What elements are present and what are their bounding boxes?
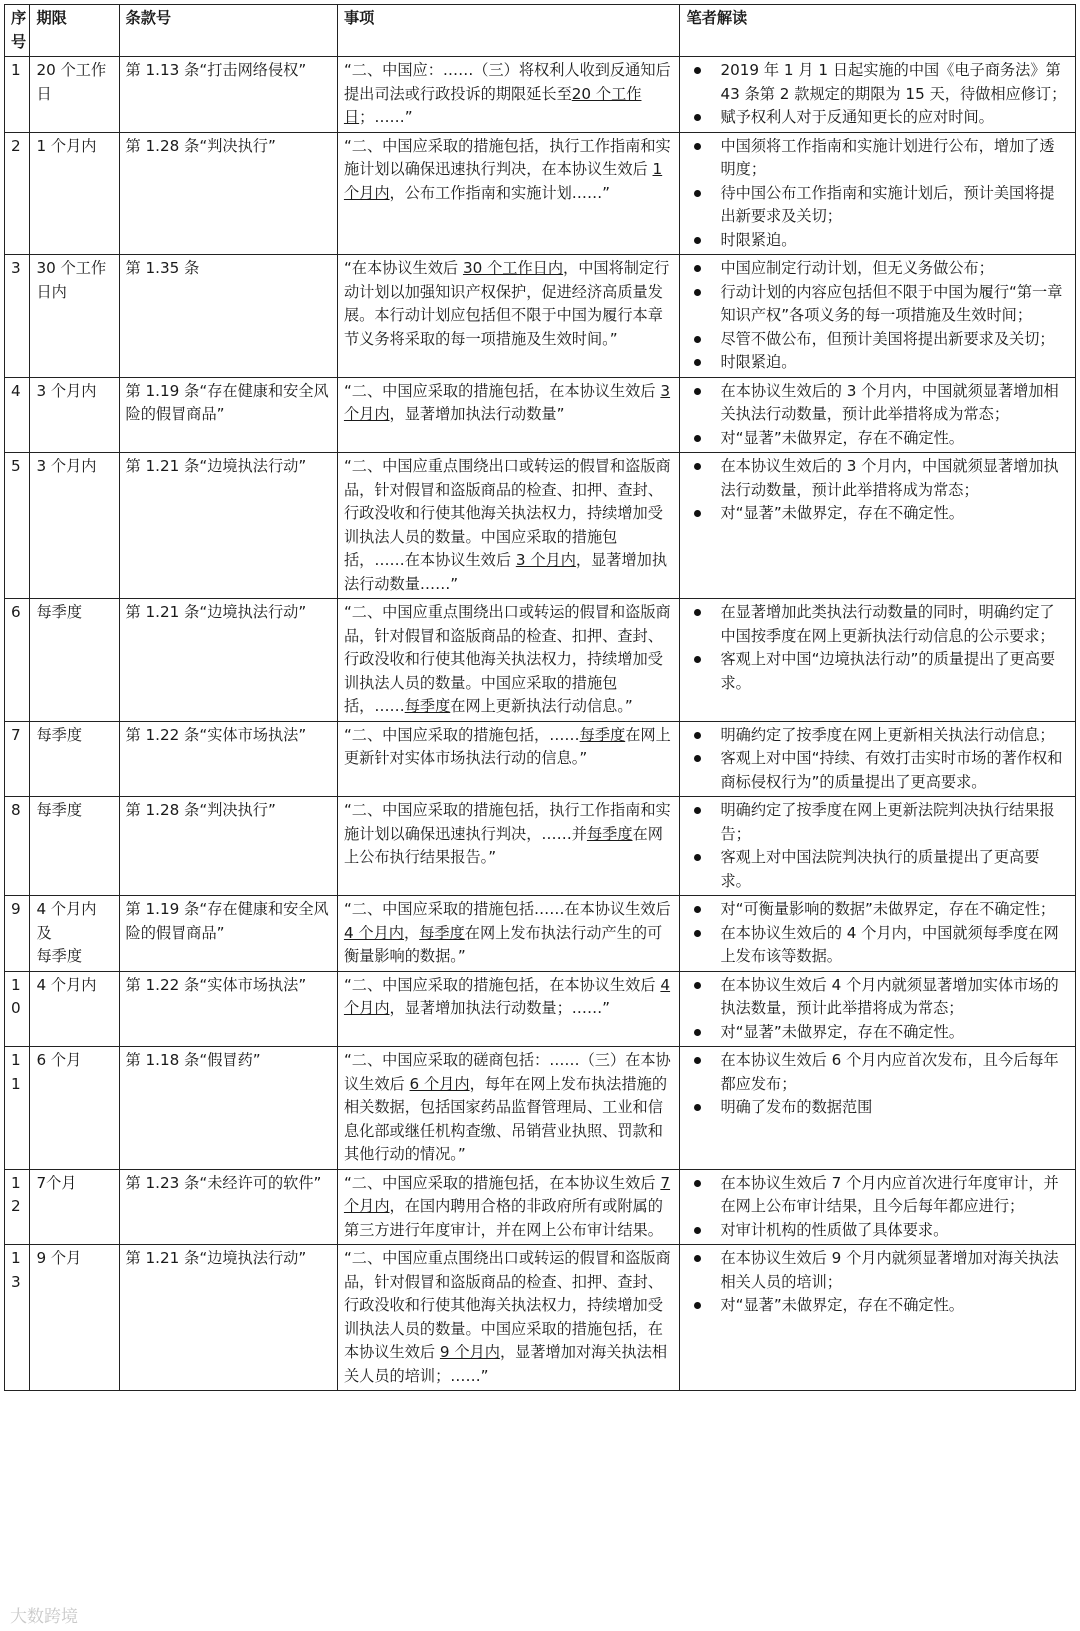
note-item: 明确约定了按季度在网上更新法院判决执行结果报告； [686, 799, 1069, 846]
matter-text: “二、中国应重点围绕出口或转运的假冒和盗版商品，针对假冒和盗版商品的检查、扣押、查封、行政没收和行使其他海关执法权力，持续增加受训执法人员的数量。中国应采取的措施包括，在本协议生效后 [343, 1249, 671, 1361]
header-row [5, 5, 1076, 57]
term-cell: 4 个月内 [30, 971, 119, 1047]
matter-text: 在网上公布执行结果报告。” [343, 824, 663, 866]
row-number: 13 [5, 1245, 30, 1391]
note-item: 对“显著”未做界定，存在不确定性。 [686, 1021, 1069, 1045]
matter-text: “二、中国应采取的措施包括，执行工作指南和实施计划以确保迅速执行判决，……并 [343, 801, 671, 843]
matter-text: “二、中国应采取的磋商包括：……（三）在本协议生效后 [343, 1051, 671, 1093]
matter-cell [337, 599, 680, 722]
notes-cell [680, 453, 1076, 599]
table-row [5, 57, 1076, 133]
header-no: 序号 [5, 5, 30, 57]
table-row [5, 255, 1076, 378]
matter-cell [337, 132, 680, 255]
note-item: 对“显著”未做界定，存在不确定性。 [686, 1294, 1069, 1318]
table-row [5, 797, 1076, 896]
notes-cell [680, 599, 1076, 722]
term-cell: 3 个月内 [30, 453, 119, 599]
matter-cell [337, 896, 680, 972]
notes-list [686, 799, 1069, 893]
notes-cell [680, 721, 1076, 797]
matter-text: ；……” [359, 108, 413, 126]
matter-text: “在本协议生效后 [343, 259, 463, 277]
matter-text: ， [404, 923, 420, 942]
note-item: 在本协议生效后 7 个月内应首次进行年度审计，并在网上公布审计结果，且今后每年都应进行； [686, 1172, 1069, 1219]
table-row [5, 1169, 1076, 1245]
clause-cell: 第 1.35 条 [119, 255, 337, 378]
notes-cell [680, 132, 1076, 255]
header-notes: 笔者解读 [680, 5, 1076, 57]
note-item: 2019 年 1 月 1 日起实施的中国《电子商务法》第 43 条第 2 款规定的期限为 15 天，待做相应修订； [686, 59, 1069, 106]
matter-text: ，显著增加执法行动数量……” [343, 551, 668, 593]
matter-cell [337, 377, 680, 453]
notes-list [686, 601, 1069, 695]
clause-cell: 第 1.19 条“存在健康和安全风险的假冒商品” [119, 377, 337, 453]
header-matter: 事项 [337, 5, 680, 57]
note-item: 客观上对中国“持续、有效打击实时市场的著作权和商标侵权行为”的质量提出了更高要求。 [686, 747, 1069, 794]
row-number: 2 [5, 132, 30, 255]
matter-cell [337, 971, 680, 1047]
matter-text: “二、中国应：……（三）将权利人收到反通知后提出司法或行政投诉的期限延长至 [343, 61, 671, 103]
clause-cell: 第 1.23 条“未经许可的软件” [119, 1169, 337, 1245]
note-item: 对审计机构的性质做了具体要求。 [686, 1219, 1069, 1243]
note-item: 在显著增加此类执法行动数量的同时，明确约定了中国按季度在网上更新执法行动信息的公示要求； [686, 601, 1069, 648]
header-clause: 条款号 [119, 5, 337, 57]
row-number: 12 [5, 1169, 30, 1245]
clause-cell: 第 1.21 条“边境执法行动” [119, 453, 337, 599]
note-item: 时限紧迫。 [686, 351, 1069, 375]
note-item: 在本协议生效后的 4 个月内，中国就须每季度在网上发布该等数据。 [686, 922, 1069, 969]
clause-cell: 第 1.21 条“边境执法行动” [119, 1245, 337, 1391]
matter-text: 在网上更新执法行动信息。” [450, 697, 633, 715]
table-row [5, 453, 1076, 599]
note-item: 明确约定了按季度在网上更新相关执法行动信息； [686, 724, 1069, 748]
underlined-deadline: 4 个月内 [343, 923, 404, 942]
note-item: 客观上对中国“边境执法行动”的质量提出了更高要求。 [686, 648, 1069, 695]
row-number: 11 [5, 1047, 30, 1170]
note-item: 客观上对中国法院判决执行的质量提出了更高要求。 [686, 846, 1069, 893]
matter-cell [337, 57, 680, 133]
underlined-deadline: 9 个月内 [439, 1343, 500, 1361]
note-item: 对“显著”未做界定，存在不确定性。 [686, 427, 1069, 451]
header-term: 期限 [30, 5, 119, 57]
notes-list [686, 898, 1069, 969]
note-item: 对“显著”未做界定，存在不确定性。 [686, 502, 1069, 526]
matter-cell [337, 453, 680, 599]
notes-list [686, 1049, 1069, 1120]
notes-cell [680, 57, 1076, 133]
notes-cell [680, 896, 1076, 972]
underlined-deadline: 3 个月内 [515, 551, 576, 569]
note-item: 赋予权利人对于反通知更长的应对时间。 [686, 106, 1069, 130]
notes-cell [680, 1169, 1076, 1245]
matter-text: ，显著增加对海关执法相关人员的培训；……” [343, 1343, 668, 1385]
note-item: 在本协议生效后 9 个月内就须显著增加对海关执法相关人员的培训； [686, 1247, 1069, 1294]
matter-text: “二、中国应重点围绕出口或转运的假冒和盗版商品，针对假冒和盗版商品的检查、扣押、查封、行政没收和行使其他海关执法权力，持续增加受训执法人员的数量。中国应采取的措施包括，…… [343, 603, 671, 715]
row-number: 10 [5, 971, 30, 1047]
underlined-deadline: 每季度 [579, 725, 626, 744]
table-row [5, 896, 1076, 972]
matter-text: ，在国内聘用合格的非政府所有或附属的第三方进行年度审计，并在网上公布审计结果。 [343, 1197, 663, 1239]
note-item: 在本协议生效后的 3 个月内，中国就须显著增加执法行动数量，预计此举措将成为常态； [686, 455, 1069, 502]
matter-text: ，公布工作指南和实施计划……” [389, 183, 610, 202]
matter-text: 在网上发布执法行动产生的可衡量影响的数据。” [343, 923, 663, 965]
term-cell: 30 个工作日内 [30, 255, 119, 378]
notes-list [686, 59, 1069, 130]
term-cell: 1 个月内 [30, 132, 119, 255]
table-row [5, 971, 1076, 1047]
note-item: 时限紧迫。 [686, 229, 1069, 253]
clause-cell: 第 1.13 条“打击网络侵权” [119, 57, 337, 133]
row-number: 6 [5, 599, 30, 722]
matter-text: “二、中国应重点围绕出口或转运的假冒和盗版商品，针对假冒和盗版商品的检查、扣押、查封、行政没收和行使其他海关执法权力，持续增加受训执法人员的数量。中国应采取的措施包括，……在本协议生效后 [343, 457, 671, 569]
matter-text: ，显著增加执法行动数量” [389, 405, 565, 423]
term-cell: 每季度 [30, 721, 119, 797]
table-row [5, 721, 1076, 797]
matter-cell [337, 1047, 680, 1170]
watermark: 大数跨境 [10, 1607, 78, 1627]
note-item: 待中国公布工作指南和实施计划后，预计美国将提出新要求及关切； [686, 182, 1069, 229]
matter-text: “二、中国应采取的措施包括，在本协议生效后 [343, 975, 661, 994]
row-number: 9 [5, 896, 30, 972]
note-item: 尽管不做公布，但预计美国将提出新要求及关切； [686, 328, 1069, 352]
matter-text: 在网上更新针对实体市场执法行动的信息。” [343, 725, 671, 767]
clause-cell: 第 1.21 条“边境执法行动” [119, 599, 337, 722]
notes-cell [680, 1047, 1076, 1170]
underlined-deadline: 3 个月内 [343, 381, 671, 423]
underlined-deadline: 每季度 [404, 697, 451, 715]
row-number: 1 [5, 57, 30, 133]
note-item: 在本协议生效后 4 个月内就须显著增加实体市场的执法数量，预计此举措将成为常态； [686, 974, 1069, 1021]
clause-cell: 第 1.19 条“存在健康和安全风险的假冒商品” [119, 896, 337, 972]
matter-text: “二、中国应采取的措施包括，…… [343, 725, 580, 744]
notes-list [686, 1172, 1069, 1243]
notes-cell [680, 255, 1076, 378]
term-cell: 4 个月内 及 每季度 [30, 896, 119, 972]
row-number: 3 [5, 255, 30, 378]
underlined-deadline: 20 个工作日 [343, 84, 642, 126]
note-item: 对“可衡量影响的数据”未做界定，存在不确定性； [686, 898, 1069, 922]
table-row [5, 1245, 1076, 1391]
notes-list [686, 380, 1069, 451]
note-item: 在本协议生效后 6 个月内应首次发布，且今后每年都应发布； [686, 1049, 1069, 1096]
matter-cell [337, 255, 680, 378]
term-cell: 6 个月 [30, 1047, 119, 1170]
notes-list [686, 724, 1069, 795]
notes-list [686, 257, 1069, 375]
notes-list [686, 1247, 1069, 1318]
matter-text: ，中国将制定行动计划以加强知识产权保护，促进经济高质量发展。本行动计划应包括但不限于中国为履行本章节义务将采取的每一项措施及生效时间。” [343, 259, 670, 348]
matter-cell [337, 1169, 680, 1245]
notes-list [686, 974, 1069, 1045]
clause-cell: 第 1.18 条“假冒药” [119, 1047, 337, 1170]
table-row [5, 132, 1076, 255]
note-item: 中国须将工作指南和实施计划进行公布，增加了透明度； [686, 135, 1069, 182]
underlined-deadline: 6 个月内 [409, 1074, 470, 1093]
underlined-deadline: 4 个月内 [343, 975, 671, 1017]
term-cell: 9 个月 [30, 1245, 119, 1391]
table-row [5, 1047, 1076, 1170]
term-cell: 20 个工作日 [30, 57, 119, 133]
row-number: 7 [5, 721, 30, 797]
matter-text: “二、中国应采取的措施包括，执行工作指南和实施计划以确保迅速执行判决，在本协议生效后 [343, 136, 671, 178]
table-row [5, 599, 1076, 722]
term-cell: 3 个月内 [30, 377, 119, 453]
clause-table [4, 4, 1076, 1391]
row-number: 4 [5, 377, 30, 453]
underlined-deadline: 1 个月内 [343, 160, 663, 202]
clause-cell: 第 1.22 条“实体市场执法” [119, 971, 337, 1047]
row-number: 8 [5, 797, 30, 896]
term-cell: 每季度 [30, 797, 119, 896]
term-cell: 7个月 [30, 1169, 119, 1245]
clause-cell: 第 1.28 条“判决执行” [119, 132, 337, 255]
table-row [5, 377, 1076, 453]
note-item: 在本协议生效后的 3 个月内，中国就须显著增加相关执法行动数量，预计此举措将成为常态； [686, 380, 1069, 427]
notes-cell [680, 1245, 1076, 1391]
note-item: 行动计划的内容应包括但不限于中国为履行“第一章 知识产权”各项义务的每一项措施及生效时间； [686, 281, 1069, 328]
notes-list [686, 455, 1069, 526]
notes-cell [680, 971, 1076, 1047]
matter-text: “二、中国应采取的措施包括，在本协议生效后 [343, 1173, 661, 1192]
underlined-deadline: 每季度 [419, 923, 465, 942]
notes-list [686, 135, 1069, 253]
notes-cell [680, 797, 1076, 896]
underlined-deadline: 30 个工作日内 [462, 259, 564, 277]
underlined-deadline: 7 个月内 [343, 1173, 671, 1215]
note-item: 明确了发布的数据范围 [686, 1096, 1069, 1120]
row-number: 5 [5, 453, 30, 599]
matter-cell [337, 721, 680, 797]
note-item: 中国应制定行动计划，但无义务做公布； [686, 257, 1069, 281]
term-cell: 每季度 [30, 599, 119, 722]
notes-cell [680, 377, 1076, 453]
matter-text: ，每年在网上发布执法措施的相关数据，包括国家药品监督管理局、工业和信息化部或继任机构查缴、吊销营业执照、罚款和其他行动的情况。” [343, 1074, 668, 1163]
matter-cell [337, 797, 680, 896]
clause-cell: 第 1.22 条“实体市场执法” [119, 721, 337, 797]
matter-text: “二、中国应采取的措施包括……在本协议生效后 [343, 900, 671, 918]
matter-text: ，显著增加执法行动数量；……” [389, 999, 610, 1017]
matter-text: “二、中国应采取的措施包括，在本协议生效后 [343, 381, 661, 400]
clause-cell: 第 1.28 条“判决执行” [119, 797, 337, 896]
matter-cell [337, 1245, 680, 1391]
underlined-deadline: 每季度 [586, 824, 633, 843]
